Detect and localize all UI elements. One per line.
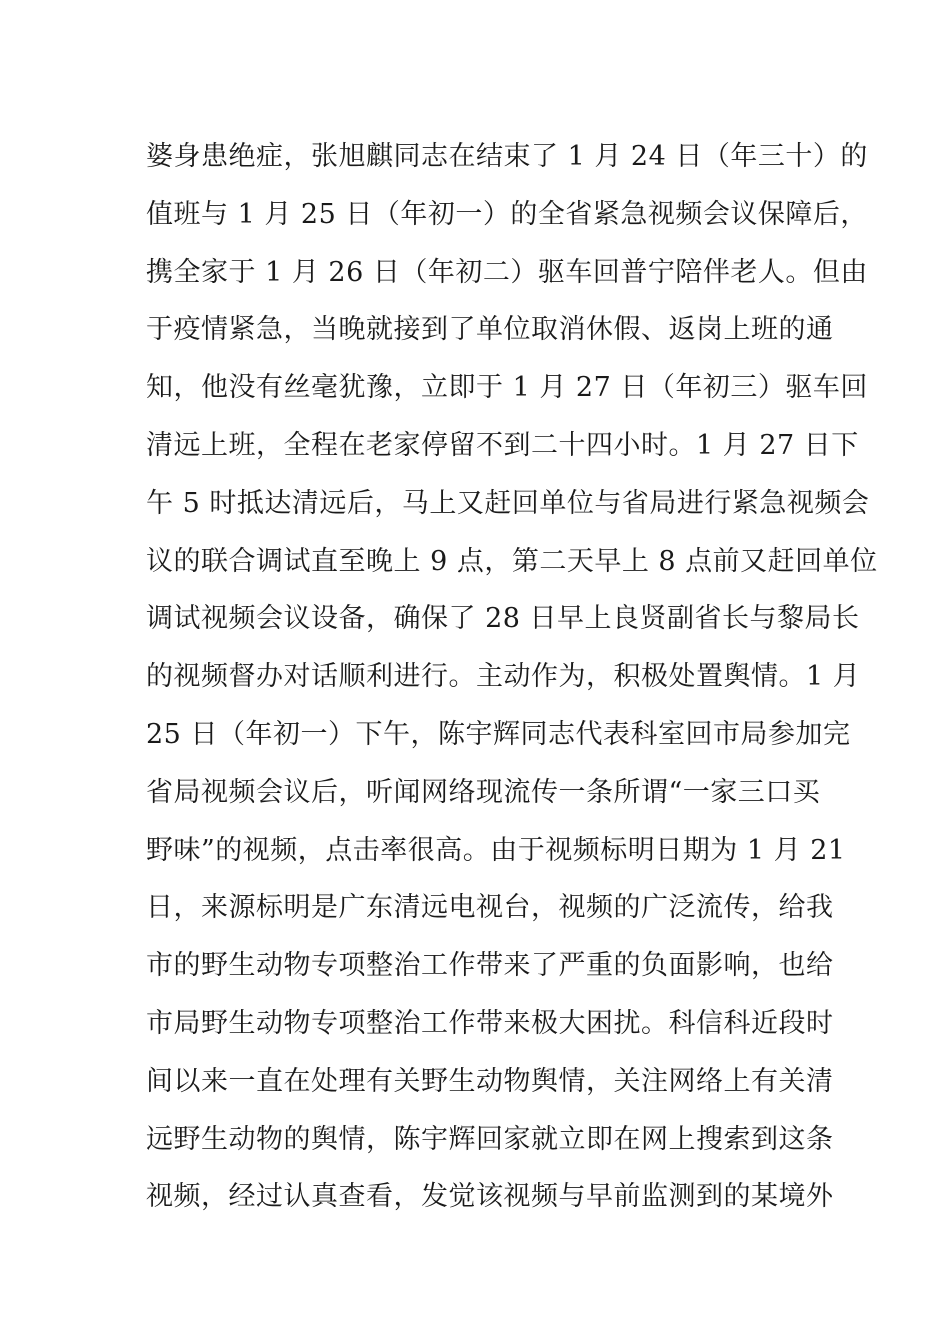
text-line: 婆身患绝症，张旭麒同志在结束了 1 月 24 日（年三十）的 <box>146 141 868 172</box>
text-line: 远野生动物的舆情，陈宇辉回家就立即在网上搜索到这条 <box>146 1123 834 1155</box>
text-line: 知，他没有丝毫犹豫，立即于 1 月 27 日（年初三）驱车回 <box>146 372 868 404</box>
text-line: 携全家于 1 月 26 日（年初二）驱车回普宁陪伴老人。但由 <box>146 256 868 288</box>
text-line: 市的野生动物专项整治工作带来了严重的负面影响，也给 <box>146 950 834 982</box>
text-line: 视频，经过认真查看，发觉该视频与早前监测到的某境外 <box>146 1181 834 1213</box>
text-line: 议的联合调试直至晚上 9 点，第二天早上 8 点前又赶回单位 <box>146 545 878 577</box>
text-line: 市局野生动物专项整治工作带来极大困扰。科信科近段时 <box>146 1007 834 1039</box>
text-line: 野味”的视频，点击率很高。由于视频标明日期为 1 月 21 <box>146 834 846 866</box>
body-text <box>146 128 878 1226</box>
text-line: 25 日（年初一）下午，陈宇辉同志代表科室回市局参加完 <box>146 718 851 750</box>
text-line: 值班与 1 月 25 日（年初一）的全省紧急视频会议保障后， <box>146 198 868 230</box>
text-line: 省局视频会议后，听闻网络现流传一条所谓“一家三口买 <box>146 776 821 808</box>
text-line: 调试视频会议设备，确保了 28 日早上良贤副省长与黎局长 <box>146 603 860 635</box>
text-line: 的视频督办对话顺利进行。主动作为，积极处置舆情。1 月 <box>146 661 861 693</box>
text-line: 间以来一直在处理有关野生动物舆情，关注网络上有关清 <box>146 1065 834 1097</box>
text-line: 于疫情紧急，当晚就接到了单位取消休假、返岗上班的通 <box>146 314 834 346</box>
text-line: 日，来源标明是广东清远电视台，视频的广泛流传，给我 <box>146 892 834 924</box>
text-line: 午 5 时抵达清远后，马上又赶回单位与省局进行紧急视频会 <box>146 487 870 519</box>
text-line: 清远上班，全程在老家停留不到二十四小时。1 月 27 日下 <box>146 429 859 461</box>
